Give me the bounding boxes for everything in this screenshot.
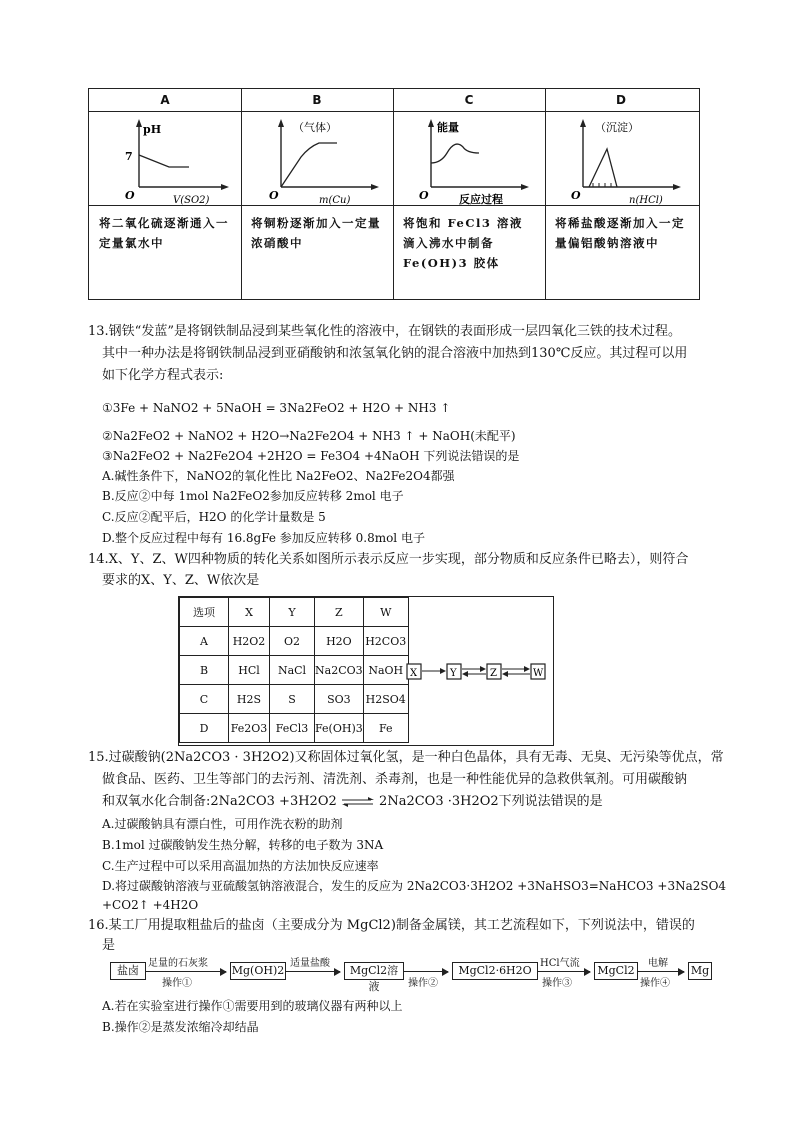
cell: SO3 xyxy=(315,685,364,714)
graph-a-y-label: pH xyxy=(143,123,162,136)
q13-stem-line-2: 其中一种办法是将钢铁制品浸到亚硝酸钠和浓氢氧化钠的混合溶液中加热到130℃反应。其过程可以用 xyxy=(102,346,688,361)
cell: H2O2 xyxy=(229,627,270,656)
diagram-w: W xyxy=(533,668,544,679)
header-option: 选项 xyxy=(180,598,229,627)
graph-a-ph-vs-so2 xyxy=(119,117,239,205)
table-row xyxy=(180,627,409,656)
diagram-y: Y xyxy=(450,668,457,679)
graph-b-gas-vs-cu xyxy=(269,117,389,205)
graph-a-origin: O xyxy=(125,189,135,202)
flow-arrow-3-bottom: 操作② xyxy=(408,978,438,989)
graph-b-origin: O xyxy=(269,189,279,202)
cell: H2CO3 xyxy=(363,627,408,656)
table-row xyxy=(180,714,409,743)
table-row xyxy=(180,656,409,685)
flow-arrow-5-top: 电解 xyxy=(648,958,668,969)
graph-c-y-label: 能量 xyxy=(437,121,459,134)
flow-box-mg: Mg xyxy=(688,962,712,980)
table-row xyxy=(180,685,409,714)
q15-option-a: A.过碳酸钠具有漂白性，可用作洗衣粉的助剂 xyxy=(102,817,343,831)
caption-d: 将稀盐酸逐渐加入一定量偏铝酸钠溶液中 xyxy=(555,216,685,250)
option-letter-b: B xyxy=(312,93,322,107)
q15-stem-line-1: 15.过碳酸钠(2Na2CO3 · 3H2O2)又称固体过氧化氢，是一种白色晶体，具有无毒、无臭、无污染等优点，常 xyxy=(88,750,724,765)
graph-a-y-tick: 7 xyxy=(125,150,133,163)
q16-process-flow xyxy=(110,954,710,993)
q16-option-b: B.操作②是蒸发浓缩冷却结晶 xyxy=(102,1020,259,1034)
flow-box-mgcl2: MgCl2 xyxy=(594,962,638,980)
flow-arrow-5-bottom: 操作④ xyxy=(640,978,670,989)
q13-stem-line-3: 如下化学方程式表示: xyxy=(102,368,224,383)
cell: Fe xyxy=(363,714,408,743)
cell: D xyxy=(180,714,229,743)
q13-option-d: D.整个反应过程中每有 16.8gFe 参加反应转移 0.8mol 电子 xyxy=(102,531,425,545)
graph-options-table xyxy=(88,88,700,300)
cell: H2SO4 xyxy=(363,685,408,714)
q14-options-table xyxy=(178,596,554,746)
q16-stem-line-1: 16.某工厂用提取粗盐后的盐卤（主要成分为 MgCl2)制备金属镁，其工艺流程如下，下列说法中，错误的 xyxy=(88,918,695,933)
table-header-row xyxy=(180,598,409,627)
flow-arrow-1-bottom: 操作① xyxy=(162,978,192,989)
cell: O2 xyxy=(270,627,315,656)
flow-box-mgcl2-hydrate: MgCl2·6H2O xyxy=(452,962,538,980)
flow-box-mgcl2-solution: MgCl2溶液 xyxy=(344,962,404,980)
flow-box-brine: 盐卤 xyxy=(110,962,146,980)
diagram-z: Z xyxy=(490,668,497,679)
q16-stem-line-2: 是 xyxy=(102,938,116,953)
flow-arrow-4-top: HCl气流 xyxy=(540,958,580,969)
q13-equation-2: ②Na2FeO2 + NaNO2 + H2O→Na2Fe2O4 + NH3 ↑ + NaOH(未配平) xyxy=(102,429,516,443)
option-letter-a: A xyxy=(160,93,170,107)
diagram-x: X xyxy=(410,668,418,679)
cell: Fe(OH)3 xyxy=(315,714,364,743)
flow-arrow-3 xyxy=(404,971,448,972)
graph-a-x-label: V(SO2) xyxy=(173,195,210,205)
equilibrium-arrow-icon xyxy=(341,796,375,808)
cell: NaCl xyxy=(270,656,315,685)
q15-equation-right: 2Na2CO3 ·3H2O2下列说法错误的是 xyxy=(379,794,603,809)
caption-b: 将铜粉逐渐加入一定量浓硝酸中 xyxy=(251,216,381,250)
cell: NaOH xyxy=(363,656,408,685)
flow-arrow-4 xyxy=(538,971,590,972)
option-letter-c: C xyxy=(464,93,474,107)
header-z: Z xyxy=(315,598,364,627)
graph-b-x-label: m(Cu) xyxy=(319,195,351,205)
graph-b-y-label: （气体） xyxy=(293,121,337,134)
graph-d-precipitate-vs-hcl xyxy=(571,117,691,205)
cell: S xyxy=(270,685,315,714)
flow-arrow-2-top: 适量盐酸 xyxy=(290,958,330,969)
flow-arrow-4-bottom: 操作③ xyxy=(542,978,572,989)
cell: H2O xyxy=(315,627,364,656)
graph-c-origin: O xyxy=(419,189,429,202)
cell: A xyxy=(180,627,229,656)
q14-conversion-diagram xyxy=(405,659,551,685)
q15-option-c: C.生产过程中可以采用高温加热的方法加快反应速率 xyxy=(102,859,379,873)
graph-d-origin: O xyxy=(571,189,581,202)
graph-c-energy-vs-reaction xyxy=(419,117,539,205)
flow-arrow-2 xyxy=(286,971,340,972)
q13-option-c: C.反应②配平后，H2O 的化学计量数是 5 xyxy=(102,510,326,524)
q15-stem-line-2: 做食品、医药、卫生等部门的去污剂、清洗剂、杀毒剂，也是一种性能优异的急救供氧剂。可用碳酸钠 xyxy=(102,772,688,787)
q16-option-a: A.若在实验室进行操作①需要用到的玻璃仪器有两种以上 xyxy=(102,999,403,1013)
cell: FeCl3 xyxy=(270,714,315,743)
q15-option-b: B.1mol 过碳酸钠发生热分解，转移的电子数为 3NA xyxy=(102,838,384,852)
option-letter-d: D xyxy=(616,93,626,107)
flow-arrow-1 xyxy=(146,971,226,972)
caption-a: 将二氧化硫逐渐通入一定量氯水中 xyxy=(99,216,229,250)
graph-d-x-label: n(HCl) xyxy=(629,195,663,205)
caption-c xyxy=(403,213,535,273)
flow-arrow-1-top: 足量的石灰浆 xyxy=(148,958,208,969)
cell: H2S xyxy=(229,685,270,714)
header-x: X xyxy=(229,598,270,627)
q13-stem-line-1: 13.钢铁“发蓝”是将钢铁制品浸到某些氧化性的溶液中，在钢铁的表面形成一层四氧化三铁的技术过程。 xyxy=(88,324,681,339)
q15-option-d-line-2: +CO2↑ +4H2O xyxy=(102,898,199,912)
q13-option-b: B.反应②中每 1mol Na2FeO2参加反应转移 2mol 电子 xyxy=(102,489,404,503)
flow-box-mgoh2: Mg(OH)2 xyxy=(230,962,286,980)
graph-d-y-label: （沉淀） xyxy=(595,121,639,134)
q14-table xyxy=(179,597,409,743)
cell: B xyxy=(180,656,229,685)
q14-stem-line-2: 要求的X、Y、Z、W依次是 xyxy=(102,573,260,588)
graph-c-x-label: 反应过程 xyxy=(459,193,503,205)
q13-option-a: A.碱性条件下，NaNO2的氧化性比 Na2FeO2、Na2Fe2O4都强 xyxy=(102,469,455,483)
header-y: Y xyxy=(270,598,315,627)
cell: HCl xyxy=(229,656,270,685)
q15-stem-line-3 xyxy=(102,792,603,812)
q13-equation-3: ③Na2FeO2 + Na2Fe2O4 +2H2O = Fe3O4 +4NaOH 下列说法错误的是 xyxy=(102,449,520,463)
q14-stem-line-1: 14.X、Y、Z、W四种物质的转化关系如图所示表示反应一步实现，部分物质和反应条件已略去），则符合 xyxy=(88,552,689,567)
cell: Fe2O3 xyxy=(229,714,270,743)
header-w: W xyxy=(363,598,408,627)
q15-option-d-line-1: D.将过碳酸钠溶液与亚硫酸氢钠溶液混合，发生的反应为 2Na2CO3·3H2O2 +3NaHSO3=NaHCO3 +3Na2SO4 xyxy=(102,879,727,893)
flow-arrow-5 xyxy=(638,971,684,972)
q13-equation-1: ①3Fe + NaNO2 + 5NaOH = 3Na2FeO2 + H2O + NH3 ↑ xyxy=(102,401,451,415)
cell: Na2CO3 xyxy=(315,656,364,685)
q15-equation-left: 和双氧水化合制备:2Na2CO3 +3H2O2 xyxy=(102,794,337,809)
cell: C xyxy=(180,685,229,714)
caption-c-text: 将饱和 FeCl3 溶液滴入沸水中制备 Fe(OH)3 胶体 xyxy=(403,216,523,270)
